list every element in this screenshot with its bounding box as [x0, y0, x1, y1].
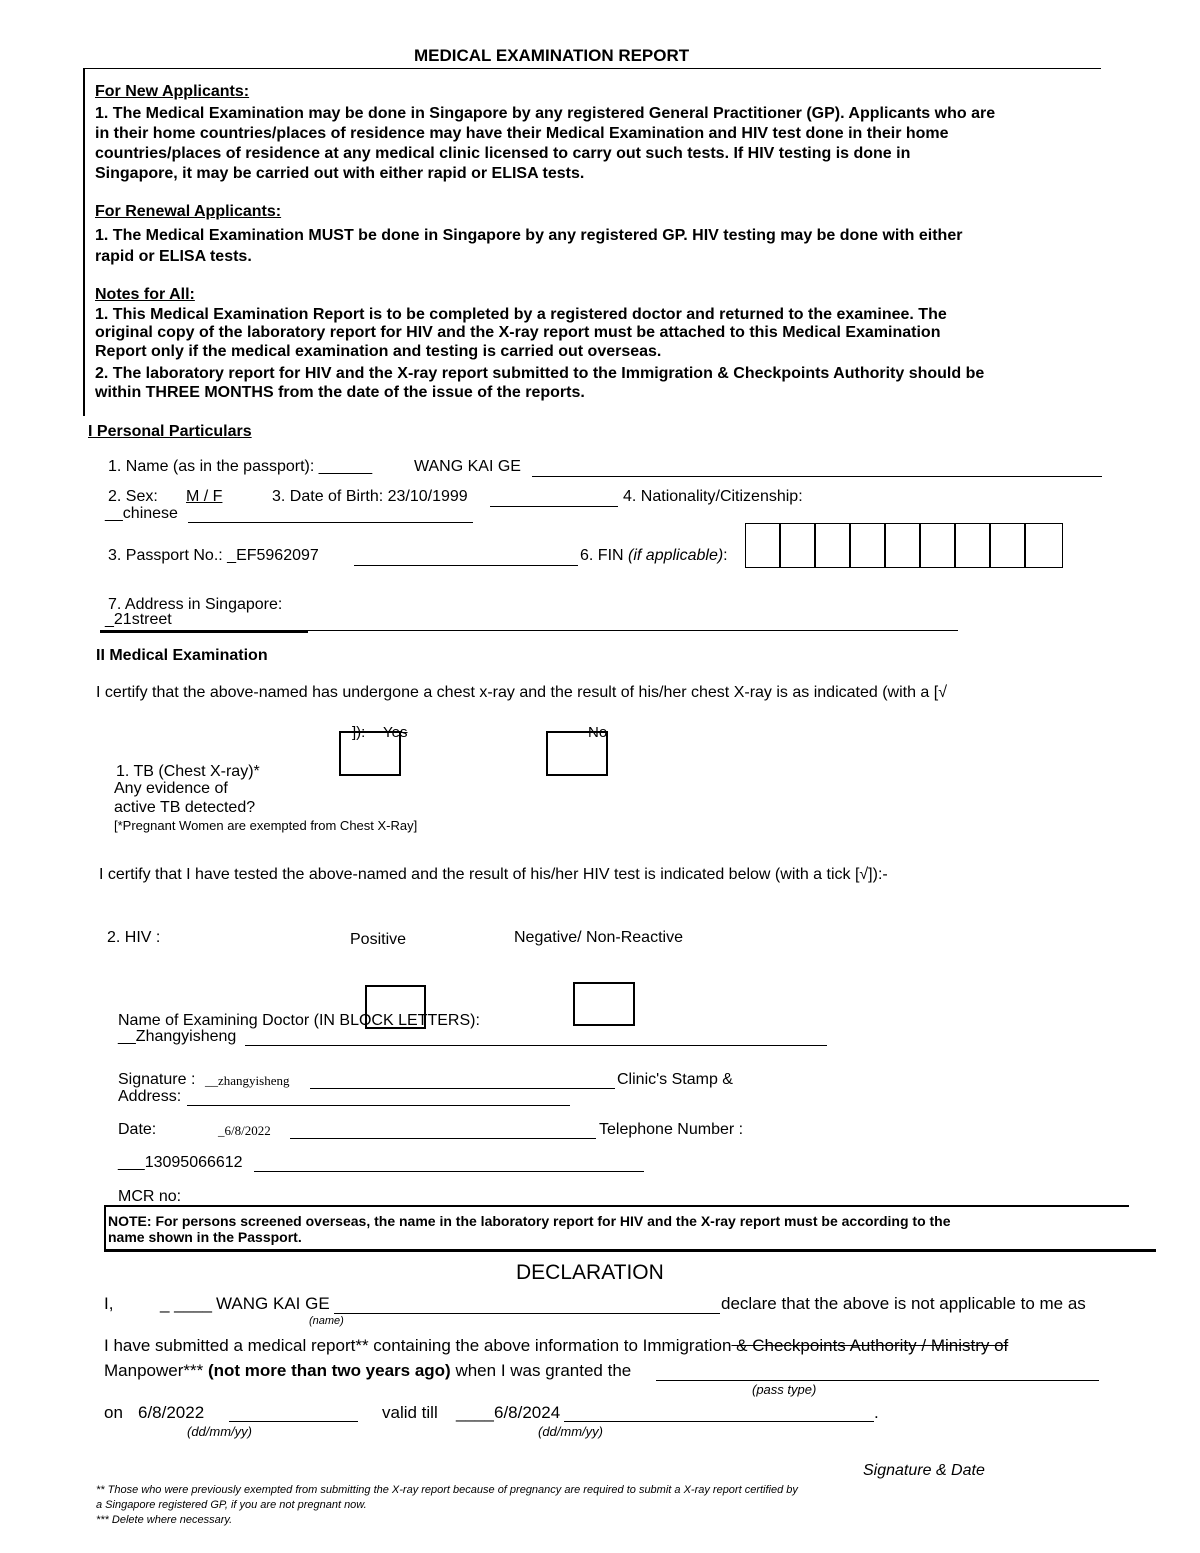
signature-value[interactable]: __zhangyisheng	[205, 1073, 290, 1088]
new-applicants-line: in their home countries/places of residence may have their Medical Examination and HIV test done in their home	[95, 125, 949, 142]
new-applicants-line: Singapore, it may be carried out with either rapid or ELISA tests.	[95, 165, 585, 182]
medical-exam-heading: II Medical Examination	[96, 647, 268, 664]
struck-authority-text: & Checkpoints Authority / Ministry of	[731, 1336, 1009, 1355]
fin-digit-box[interactable]	[990, 523, 1025, 568]
stamp-label: Clinic's Stamp &	[617, 1071, 733, 1088]
on-date-caption: (dd/mm/yy)	[187, 1424, 252, 1439]
footnote: *** Delete where necessary.	[96, 1514, 233, 1526]
notes-all-line: original copy of the laboratory report for HIV and the X-ray report must be attached to this Medical Examination	[95, 324, 941, 341]
on-date-rule	[229, 1421, 358, 1422]
doctor-label: Name of Examining Doctor (IN BLOCK LETTERS):	[118, 1012, 480, 1029]
declaration-i-label: I,	[104, 1294, 114, 1313]
on-label: on	[104, 1403, 123, 1422]
fin-digit-box[interactable]	[920, 523, 955, 568]
address-rule	[308, 630, 958, 631]
note-box-line: name shown in the Passport.	[108, 1229, 302, 1245]
date-rule	[290, 1138, 596, 1139]
pass-type-caption: (pass type)	[752, 1382, 817, 1397]
hiv-label: 2. HIV :	[107, 929, 161, 946]
doctor-rule	[245, 1045, 827, 1046]
positive-label: Positive	[350, 931, 407, 948]
date-value[interactable]: _6/8/2022	[218, 1123, 271, 1138]
personal-particulars-heading: I Personal Particulars	[88, 423, 252, 440]
hiv-negative-checkbox[interactable]	[573, 982, 635, 1026]
signature-date-caption: Signature & Date	[863, 1462, 985, 1479]
fin-note: (if applicable)	[628, 547, 724, 564]
fin-digit-box[interactable]	[1025, 523, 1063, 568]
not-more-than-text: (not more than two years ago)	[207, 1361, 451, 1380]
declaration-name-rule	[334, 1313, 720, 1314]
period: .	[874, 1403, 879, 1422]
renewal-applicants-line: 1. The Medical Examination MUST be done in Singapore by any registered GP. HIV testing may be done with either	[95, 227, 963, 244]
doctor-value[interactable]: __Zhangyisheng	[118, 1028, 237, 1045]
renewal-applicants-heading: For Renewal Applicants:	[95, 203, 282, 220]
tb-yes-checkbox[interactable]	[339, 731, 401, 776]
title-rule	[83, 68, 1101, 69]
new-applicants-heading: For New Applicants:	[95, 83, 250, 100]
name-label: 1. Name (as in the passport): ______	[108, 458, 373, 475]
dob-label[interactable]: 3. Date of Birth: 23/10/1999	[272, 488, 468, 505]
nationality-value[interactable]: __chinese	[105, 505, 178, 522]
nationality-label: 4. Nationality/Citizenship:	[623, 488, 803, 505]
new-applicants-line: 1. The Medical Examination may be done in Singapore by any registered General Practitioner (GP). Applicants who are	[95, 105, 996, 122]
declaration-name-value[interactable]: WANG KAI GE	[216, 1294, 330, 1313]
address-label: 7. Address in Singapore:	[108, 596, 283, 613]
stamp-address-rule	[187, 1105, 570, 1106]
signature-label: Signature :	[118, 1071, 196, 1088]
on-date-value[interactable]: 6/8/2022	[138, 1403, 205, 1422]
telephone-rule	[254, 1171, 644, 1172]
fin-colon: :	[723, 547, 728, 564]
fin-digit-box[interactable]	[780, 523, 815, 568]
new-applicants-line: countries/places of residence at any medical clinic licensed to carry out such tests. If HIV testing is done in	[95, 145, 911, 162]
tb-question: active TB detected?	[114, 799, 256, 816]
yes-label: Yes	[383, 724, 408, 741]
fin-digit-box[interactable]	[885, 523, 920, 568]
signature-rule	[310, 1088, 615, 1089]
renewal-applicants-line: rapid or ELISA tests.	[95, 248, 252, 265]
valid-till-value[interactable]: 6/8/2024	[494, 1403, 561, 1422]
pass-type-rule	[656, 1380, 1099, 1381]
note-box-left-rule	[104, 1205, 106, 1249]
passport-label[interactable]: 3. Passport No.: _EF5962097	[108, 547, 319, 564]
valid-till-rule	[564, 1421, 874, 1422]
fin-digit-box[interactable]	[815, 523, 850, 568]
date-label: Date:	[118, 1121, 157, 1138]
xray-certify-text: I certify that the above-named has undergone a chest x-ray and the result of his/her chest X-ray is as indicated (with a [√	[96, 684, 947, 701]
passport-rule	[354, 565, 578, 566]
fin-label-group	[580, 547, 728, 565]
no-label: No	[588, 724, 608, 741]
footnote: ** Those who were previously exempted from submitting the X-ray report because of pregnancy are required to submit a X-ray report certified by	[96, 1484, 798, 1496]
tb-no-checkbox[interactable]	[546, 731, 608, 776]
xray-certify-text-end: ]):	[352, 724, 366, 741]
note-box-line: NOTE: For persons screened overseas, the name in the laboratory report for HIV and the X-ray report must be according to the	[108, 1213, 951, 1229]
manpower-line	[104, 1361, 631, 1381]
declaration-heading: DECLARATION	[516, 1261, 664, 1284]
valid-date-caption: (dd/mm/yy)	[538, 1424, 603, 1439]
submitted-line	[104, 1336, 1008, 1356]
mcr-label: MCR no:	[118, 1188, 182, 1205]
name-value[interactable]: WANG KAI GE	[414, 458, 521, 475]
pregnant-note: [*Pregnant Women are exempted from Chest X-Ray]	[114, 818, 418, 833]
note-box-top-rule	[105, 1205, 1129, 1207]
declaration-name-prefix: _ ____	[160, 1294, 212, 1313]
note-box-bottom-rule	[104, 1249, 1156, 1252]
fin-digit-box[interactable]	[955, 523, 990, 568]
nationality-rule	[188, 522, 473, 523]
notes-left-border	[83, 68, 85, 416]
dob-rule	[490, 506, 618, 507]
sex-options[interactable]: M / F	[186, 488, 223, 505]
page-title: MEDICAL EXAMINATION REPORT	[414, 46, 690, 65]
fin-label: 6. FIN	[580, 547, 624, 564]
name-caption: (name)	[309, 1315, 344, 1327]
hiv-certify-text: I certify that I have tested the above-named and the result of his/her HIV test is indicated below (with a tick [√]):-	[99, 866, 888, 883]
notes-all-line: 2. The laboratory report for HIV and the X-ray report submitted to the Immigration & Checkpoints Authority should be	[95, 365, 985, 382]
notes-all-heading: Notes for All:	[95, 286, 195, 303]
fin-digit-box[interactable]	[745, 523, 780, 568]
granted-text: when I was granted the	[455, 1361, 632, 1380]
name-rule	[532, 476, 1102, 477]
address-value[interactable]: _21street	[105, 611, 172, 628]
fin-digit-box[interactable]	[850, 523, 885, 568]
sex-label: 2. Sex:	[108, 488, 158, 505]
tb-question: Any evidence of	[114, 780, 228, 797]
stamp-address-label: Address:	[118, 1088, 182, 1105]
valid-till-label: valid till	[382, 1403, 438, 1422]
telephone-value[interactable]: ___13095066612	[118, 1154, 243, 1171]
valid-till-prefix: ____	[456, 1403, 494, 1422]
negative-label: Negative/ Non-Reactive	[514, 929, 683, 946]
footnote: a Singapore registered GP, if you are not pregnant now.	[96, 1499, 367, 1511]
tb-label: 1. TB (Chest X-ray)*	[116, 763, 260, 780]
notes-all-line: within THREE MONTHS from the date of the issue of the reports.	[95, 384, 585, 401]
address-rule-bold	[100, 630, 308, 633]
manpower-text: Manpower***	[104, 1361, 204, 1380]
telephone-label: Telephone Number :	[599, 1121, 744, 1138]
declaration-declare-text: declare that the above is not applicable to me as	[721, 1294, 1086, 1313]
notes-all-line: 1. This Medical Examination Report is to be completed by a registered doctor and returned to the examinee. The	[95, 306, 947, 323]
submitted-text: I have submitted a medical report** containing the above information to Immigration	[104, 1336, 732, 1355]
notes-all-line: Report only if the medical examination and testing is carried out overseas.	[95, 343, 662, 360]
